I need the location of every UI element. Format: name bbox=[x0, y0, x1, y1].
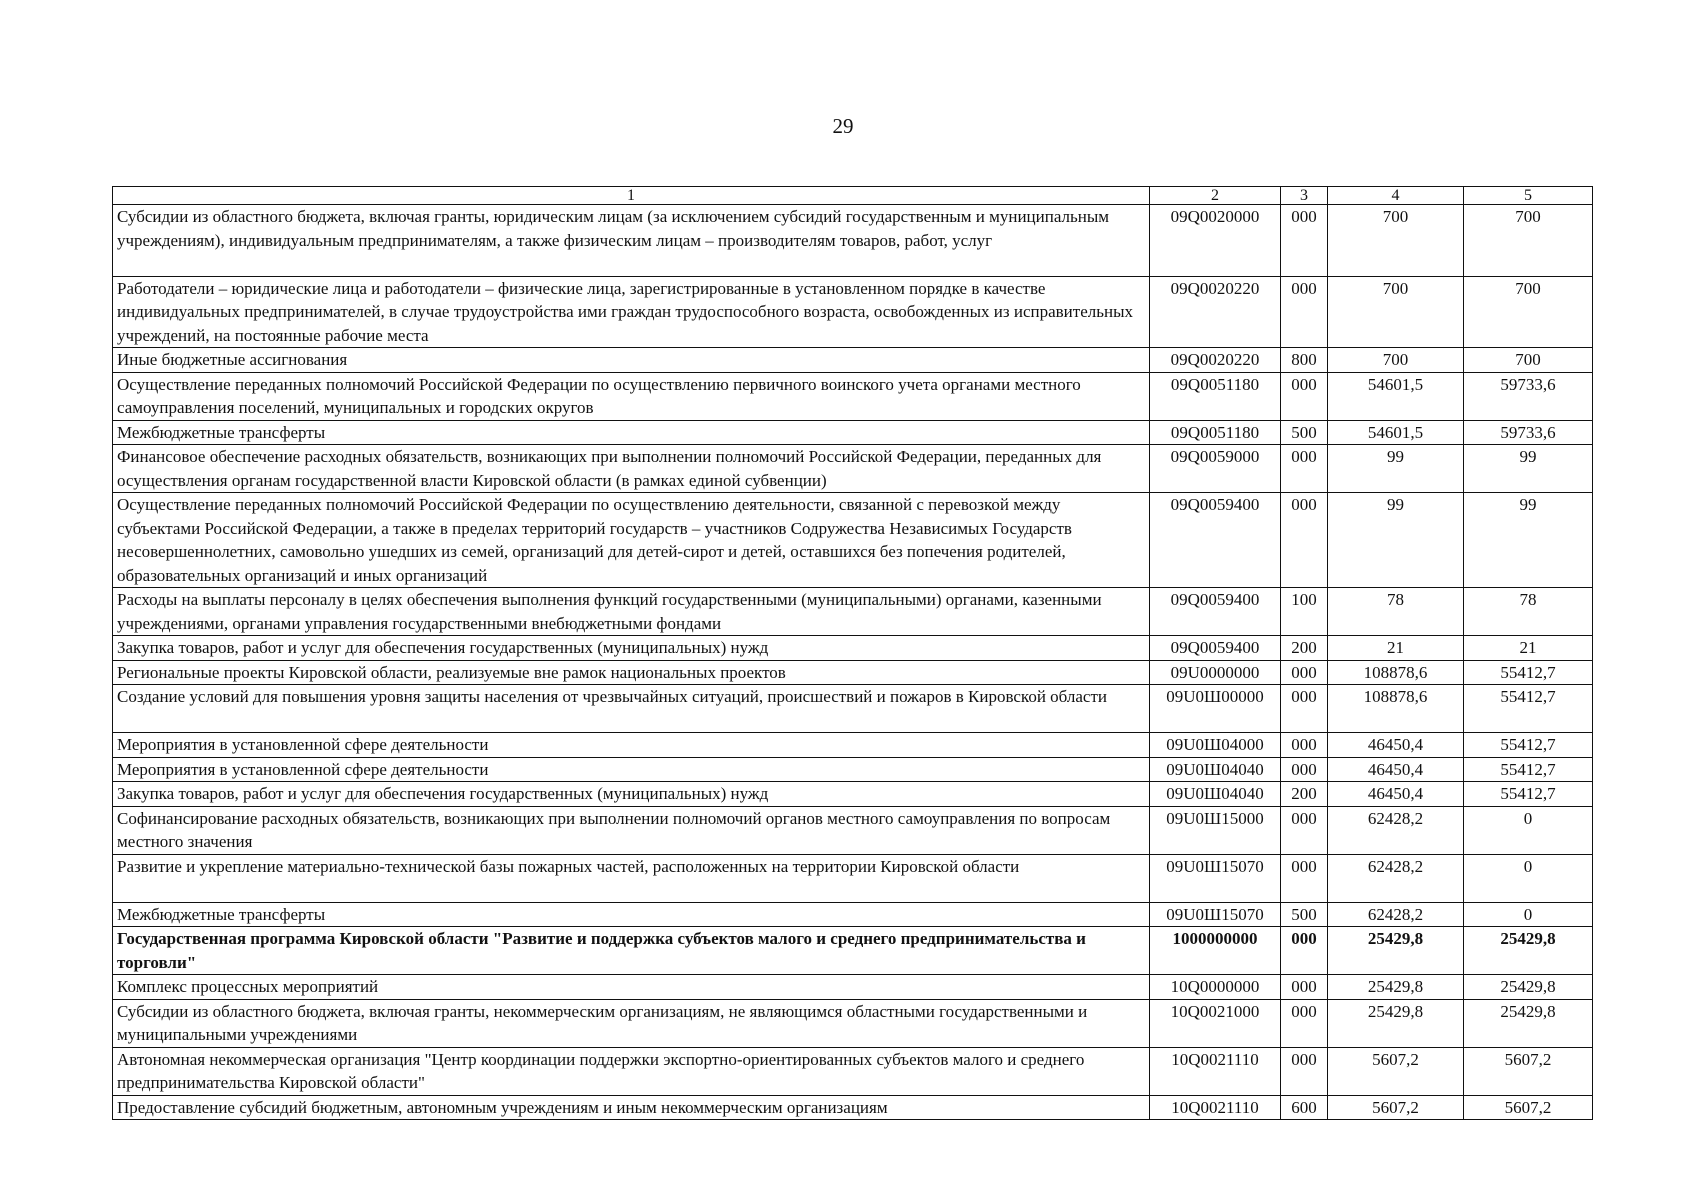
row-amount-2-cell: 0 bbox=[1464, 902, 1593, 927]
row-amount-2-cell: 25429,8 bbox=[1464, 999, 1593, 1047]
row-code-cell: 09Q0051180 bbox=[1150, 420, 1281, 445]
row-name-cell: Осуществление переданных полномочий Российской Федерации по осуществлению деятельности, связанной с перевозкой между субъектами Российской Федерации, а также в пределах территорий государств – участников Содружества Независимых Государств несовершеннолетних, самовольно ушедших из семей, организаций для детей-сирот и детей, оставшихся без попечения родителей, образовательных организаций и иных организаций bbox=[113, 493, 1150, 588]
row-expense-type-cell: 000 bbox=[1281, 372, 1328, 420]
table-row bbox=[113, 205, 1593, 277]
row-name-cell: Иные бюджетные ассигнования bbox=[113, 348, 1150, 373]
row-name-cell: Субсидии из областного бюджета, включая гранты, юридическим лицам (за исключением субсидий государственным и муниципальным учреждениям), индивидуальным предпринимателям, а также физическим лицам – производителям товаров, работ, услуг bbox=[113, 205, 1150, 277]
row-name-cell: Расходы на выплаты персоналу в целях обеспечения выполнения функций государственными (муниципальными) органами, казенными учреждениями, органами управления государственными внебюджетными фондами bbox=[113, 588, 1150, 636]
row-amount-2-cell: 55412,7 bbox=[1464, 733, 1593, 758]
row-amount-2-cell: 99 bbox=[1464, 445, 1593, 493]
row-name-cell: Финансовое обеспечение расходных обязательств, возникающих при выполнении полномочий Российской Федерации, переданных для осуществления органам государственной власти Кировской области (в рамках единой субвенции) bbox=[113, 445, 1150, 493]
row-expense-type-cell: 000 bbox=[1281, 445, 1328, 493]
table-row bbox=[113, 927, 1593, 975]
row-amount-1-cell: 46450,4 bbox=[1328, 782, 1464, 807]
row-name-cell: Создание условий для повышения уровня защиты населения от чрезвычайных ситуаций, происшествий и пожаров в Кировской области bbox=[113, 685, 1150, 733]
row-expense-type-cell: 000 bbox=[1281, 927, 1328, 975]
row-code-cell: 09Q0020000 bbox=[1150, 205, 1281, 277]
row-amount-2-cell: 700 bbox=[1464, 276, 1593, 348]
row-code-cell: 09Q0051180 bbox=[1150, 372, 1281, 420]
table-row bbox=[113, 1047, 1593, 1095]
table-row bbox=[113, 588, 1593, 636]
row-amount-2-cell: 59733,6 bbox=[1464, 372, 1593, 420]
row-code-cell: 09Q0059400 bbox=[1150, 493, 1281, 588]
table-row bbox=[113, 660, 1593, 685]
row-expense-type-cell: 500 bbox=[1281, 902, 1328, 927]
row-code-cell: 09U0Ш04040 bbox=[1150, 757, 1281, 782]
table-row bbox=[113, 782, 1593, 807]
row-name-cell: Автономная некоммерческая организация "Центр координации поддержки экспортно-ориентированных субъектов малого и среднего предпринимательства Кировской области" bbox=[113, 1047, 1150, 1095]
row-expense-type-cell: 000 bbox=[1281, 854, 1328, 902]
row-expense-type-cell: 000 bbox=[1281, 205, 1328, 277]
row-amount-1-cell: 700 bbox=[1328, 348, 1464, 373]
row-expense-type-cell: 000 bbox=[1281, 806, 1328, 854]
row-amount-1-cell: 21 bbox=[1328, 636, 1464, 661]
row-amount-1-cell: 108878,6 bbox=[1328, 685, 1464, 733]
table-row bbox=[113, 1095, 1593, 1120]
row-expense-type-cell: 500 bbox=[1281, 420, 1328, 445]
row-amount-2-cell: 55412,7 bbox=[1464, 685, 1593, 733]
row-amount-1-cell: 54601,5 bbox=[1328, 372, 1464, 420]
row-name-cell: Региональные проекты Кировской области, реализуемые вне рамок национальных проектов bbox=[113, 660, 1150, 685]
row-amount-1-cell: 25429,8 bbox=[1328, 927, 1464, 975]
table-row bbox=[113, 445, 1593, 493]
row-name-cell: Межбюджетные трансферты bbox=[113, 420, 1150, 445]
row-name-cell: Закупка товаров, работ и услуг для обеспечения государственных (муниципальных) нужд bbox=[113, 782, 1150, 807]
row-expense-type-cell: 000 bbox=[1281, 757, 1328, 782]
column-header-2: 2 bbox=[1150, 187, 1281, 205]
row-code-cell: 10Q0000000 bbox=[1150, 975, 1281, 1000]
row-code-cell: 09U0Ш15070 bbox=[1150, 854, 1281, 902]
table-row bbox=[113, 636, 1593, 661]
row-expense-type-cell: 000 bbox=[1281, 733, 1328, 758]
row-expense-type-cell: 000 bbox=[1281, 975, 1328, 1000]
table-row bbox=[113, 685, 1593, 733]
table-row bbox=[113, 372, 1593, 420]
row-amount-2-cell: 25429,8 bbox=[1464, 927, 1593, 975]
table-row bbox=[113, 999, 1593, 1047]
budget-table bbox=[112, 186, 1593, 1120]
row-expense-type-cell: 000 bbox=[1281, 999, 1328, 1047]
row-name-cell: Развитие и укрепление материально-технической базы пожарных частей, расположенных на территории Кировской области bbox=[113, 854, 1150, 902]
row-amount-1-cell: 700 bbox=[1328, 276, 1464, 348]
row-amount-1-cell: 62428,2 bbox=[1328, 806, 1464, 854]
row-expense-type-cell: 000 bbox=[1281, 685, 1328, 733]
table-row bbox=[113, 806, 1593, 854]
row-amount-2-cell: 78 bbox=[1464, 588, 1593, 636]
column-header-5: 5 bbox=[1464, 187, 1593, 205]
row-name-cell: Межбюджетные трансферты bbox=[113, 902, 1150, 927]
row-code-cell: 09Q0020220 bbox=[1150, 348, 1281, 373]
table-row bbox=[113, 348, 1593, 373]
row-amount-1-cell: 62428,2 bbox=[1328, 902, 1464, 927]
row-amount-2-cell: 700 bbox=[1464, 348, 1593, 373]
row-amount-2-cell: 55412,7 bbox=[1464, 782, 1593, 807]
row-amount-2-cell: 0 bbox=[1464, 854, 1593, 902]
row-amount-1-cell: 62428,2 bbox=[1328, 854, 1464, 902]
row-amount-2-cell: 5607,2 bbox=[1464, 1047, 1593, 1095]
row-expense-type-cell: 800 bbox=[1281, 348, 1328, 373]
row-amount-1-cell: 108878,6 bbox=[1328, 660, 1464, 685]
row-amount-2-cell: 700 bbox=[1464, 205, 1593, 277]
row-amount-1-cell: 99 bbox=[1328, 493, 1464, 588]
row-code-cell: 09Q0059400 bbox=[1150, 636, 1281, 661]
row-code-cell: 09Q0059400 bbox=[1150, 588, 1281, 636]
row-code-cell: 09U0Ш15000 bbox=[1150, 806, 1281, 854]
row-code-cell: 09U0Ш15070 bbox=[1150, 902, 1281, 927]
table-header-row bbox=[113, 187, 1593, 205]
table-row bbox=[113, 733, 1593, 758]
row-code-cell: 09U0Ш00000 bbox=[1150, 685, 1281, 733]
row-name-cell: Осуществление переданных полномочий Российской Федерации по осуществлению первичного воинского учета органами местного самоуправления поселений, муниципальных и городских округов bbox=[113, 372, 1150, 420]
row-amount-2-cell: 25429,8 bbox=[1464, 975, 1593, 1000]
table-row bbox=[113, 420, 1593, 445]
column-header-3: 3 bbox=[1281, 187, 1328, 205]
table-row bbox=[113, 975, 1593, 1000]
row-name-cell: Государственная программа Кировской области "Развитие и поддержка субъектов малого и среднего предпринимательства и торговли" bbox=[113, 927, 1150, 975]
row-amount-2-cell: 59733,6 bbox=[1464, 420, 1593, 445]
page-number: 29 bbox=[832, 114, 854, 138]
row-code-cell: 09U0000000 bbox=[1150, 660, 1281, 685]
row-name-cell: Софинансирование расходных обязательств, возникающих при выполнении полномочий органов местного самоуправления по вопросам местного значения bbox=[113, 806, 1150, 854]
table-row bbox=[113, 757, 1593, 782]
row-expense-type-cell: 100 bbox=[1281, 588, 1328, 636]
row-amount-1-cell: 5607,2 bbox=[1328, 1047, 1464, 1095]
row-name-cell: Субсидии из областного бюджета, включая гранты, некоммерческим организациям, не являющимся областными государственными и муниципальными учреждениями bbox=[113, 999, 1150, 1047]
row-code-cell: 09U0Ш04040 bbox=[1150, 782, 1281, 807]
row-expense-type-cell: 200 bbox=[1281, 636, 1328, 661]
column-header-1: 1 bbox=[113, 187, 1150, 205]
row-name-cell: Предоставление субсидий бюджетным, автономным учреждениям и иным некоммерческим организациям bbox=[113, 1095, 1150, 1120]
row-name-cell: Закупка товаров, работ и услуг для обеспечения государственных (муниципальных) нужд bbox=[113, 636, 1150, 661]
row-amount-2-cell: 55412,7 bbox=[1464, 660, 1593, 685]
row-amount-2-cell: 99 bbox=[1464, 493, 1593, 588]
row-name-cell: Мероприятия в установленной сфере деятельности bbox=[113, 757, 1150, 782]
row-amount-2-cell: 0 bbox=[1464, 806, 1593, 854]
row-expense-type-cell: 600 bbox=[1281, 1095, 1328, 1120]
row-amount-1-cell: 46450,4 bbox=[1328, 757, 1464, 782]
row-name-cell: Мероприятия в установленной сфере деятельности bbox=[113, 733, 1150, 758]
table-row bbox=[113, 276, 1593, 348]
row-amount-1-cell: 5607,2 bbox=[1328, 1095, 1464, 1120]
table-row bbox=[113, 902, 1593, 927]
row-amount-1-cell: 46450,4 bbox=[1328, 733, 1464, 758]
row-amount-2-cell: 21 bbox=[1464, 636, 1593, 661]
row-code-cell: 10Q0021110 bbox=[1150, 1047, 1281, 1095]
table-row bbox=[113, 493, 1593, 588]
row-code-cell: 1000000000 bbox=[1150, 927, 1281, 975]
row-amount-1-cell: 700 bbox=[1328, 205, 1464, 277]
table-row bbox=[113, 854, 1593, 902]
row-code-cell: 10Q0021110 bbox=[1150, 1095, 1281, 1120]
row-amount-2-cell: 55412,7 bbox=[1464, 757, 1593, 782]
row-expense-type-cell: 200 bbox=[1281, 782, 1328, 807]
row-code-cell: 09Q0020220 bbox=[1150, 276, 1281, 348]
row-expense-type-cell: 000 bbox=[1281, 1047, 1328, 1095]
row-code-cell: 10Q0021000 bbox=[1150, 999, 1281, 1047]
row-expense-type-cell: 000 bbox=[1281, 493, 1328, 588]
row-code-cell: 09U0Ш04000 bbox=[1150, 733, 1281, 758]
row-expense-type-cell: 000 bbox=[1281, 276, 1328, 348]
row-amount-1-cell: 78 bbox=[1328, 588, 1464, 636]
row-amount-1-cell: 25429,8 bbox=[1328, 999, 1464, 1047]
row-expense-type-cell: 000 bbox=[1281, 660, 1328, 685]
row-name-cell: Работодатели – юридические лица и работодатели – физические лица, зарегистрированные в установленном порядке в качестве индивидуальных предпринимателей, в случае трудоустройства ими граждан трудоспособного возраста, освобожденных из исправительных учреждений, на постоянные рабочие места bbox=[113, 276, 1150, 348]
row-amount-1-cell: 54601,5 bbox=[1328, 420, 1464, 445]
column-header-4: 4 bbox=[1328, 187, 1464, 205]
row-code-cell: 09Q0059000 bbox=[1150, 445, 1281, 493]
row-name-cell: Комплекс процессных мероприятий bbox=[113, 975, 1150, 1000]
row-amount-1-cell: 99 bbox=[1328, 445, 1464, 493]
row-amount-2-cell: 5607,2 bbox=[1464, 1095, 1593, 1120]
row-amount-1-cell: 25429,8 bbox=[1328, 975, 1464, 1000]
